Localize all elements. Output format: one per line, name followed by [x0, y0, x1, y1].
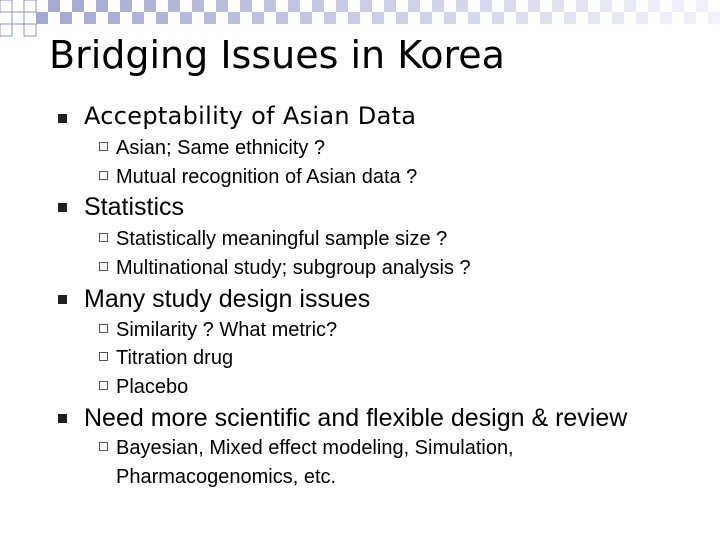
sub-bullet-text: Titration drug — [116, 347, 234, 369]
sub-bullet-text: Statistically meaningful sample size ? — [116, 228, 448, 250]
checkbox-bullet-icon — [99, 381, 108, 390]
bullet-text: Need more scientific and flexible design & review — [84, 404, 628, 432]
sub-bullet-text: Asian; Same ethnicity ? — [116, 137, 325, 159]
checkbox-bullet-icon — [99, 352, 108, 361]
checkbox-bullet-icon — [99, 442, 108, 451]
bullet-text: Many study design issues — [84, 285, 371, 313]
sub-bullet-text: Similarity ? What metric? — [116, 319, 338, 341]
sub-bullet-text: Placebo — [116, 376, 189, 398]
slide-title: Bridging Issues in Korea — [49, 33, 505, 77]
bullet-text: Statistics — [84, 193, 185, 221]
sub-bullet-text: Multinational study; subgroup analysis ? — [116, 257, 471, 279]
checkbox-bullet-icon — [99, 262, 108, 271]
square-bullet-icon — [58, 295, 67, 304]
sub-bullet-text: Mutual recognition of Asian data ? — [116, 166, 418, 188]
checkbox-bullet-icon — [99, 171, 108, 180]
checkbox-bullet-icon — [99, 142, 108, 151]
square-bullet-icon — [58, 114, 67, 123]
sub-bullet-text: Bayesian, Mixed effect modeling, Simulation, — [116, 437, 514, 459]
bullet-text: Acceptability of Asian Data — [84, 102, 417, 130]
checkbox-bullet-icon — [99, 233, 108, 242]
sub-bullet-text-continued: Pharmacogenomics, etc. — [116, 466, 337, 488]
checkbox-bullet-icon — [99, 324, 108, 333]
square-bullet-icon — [58, 203, 67, 212]
square-bullet-icon — [58, 414, 67, 423]
